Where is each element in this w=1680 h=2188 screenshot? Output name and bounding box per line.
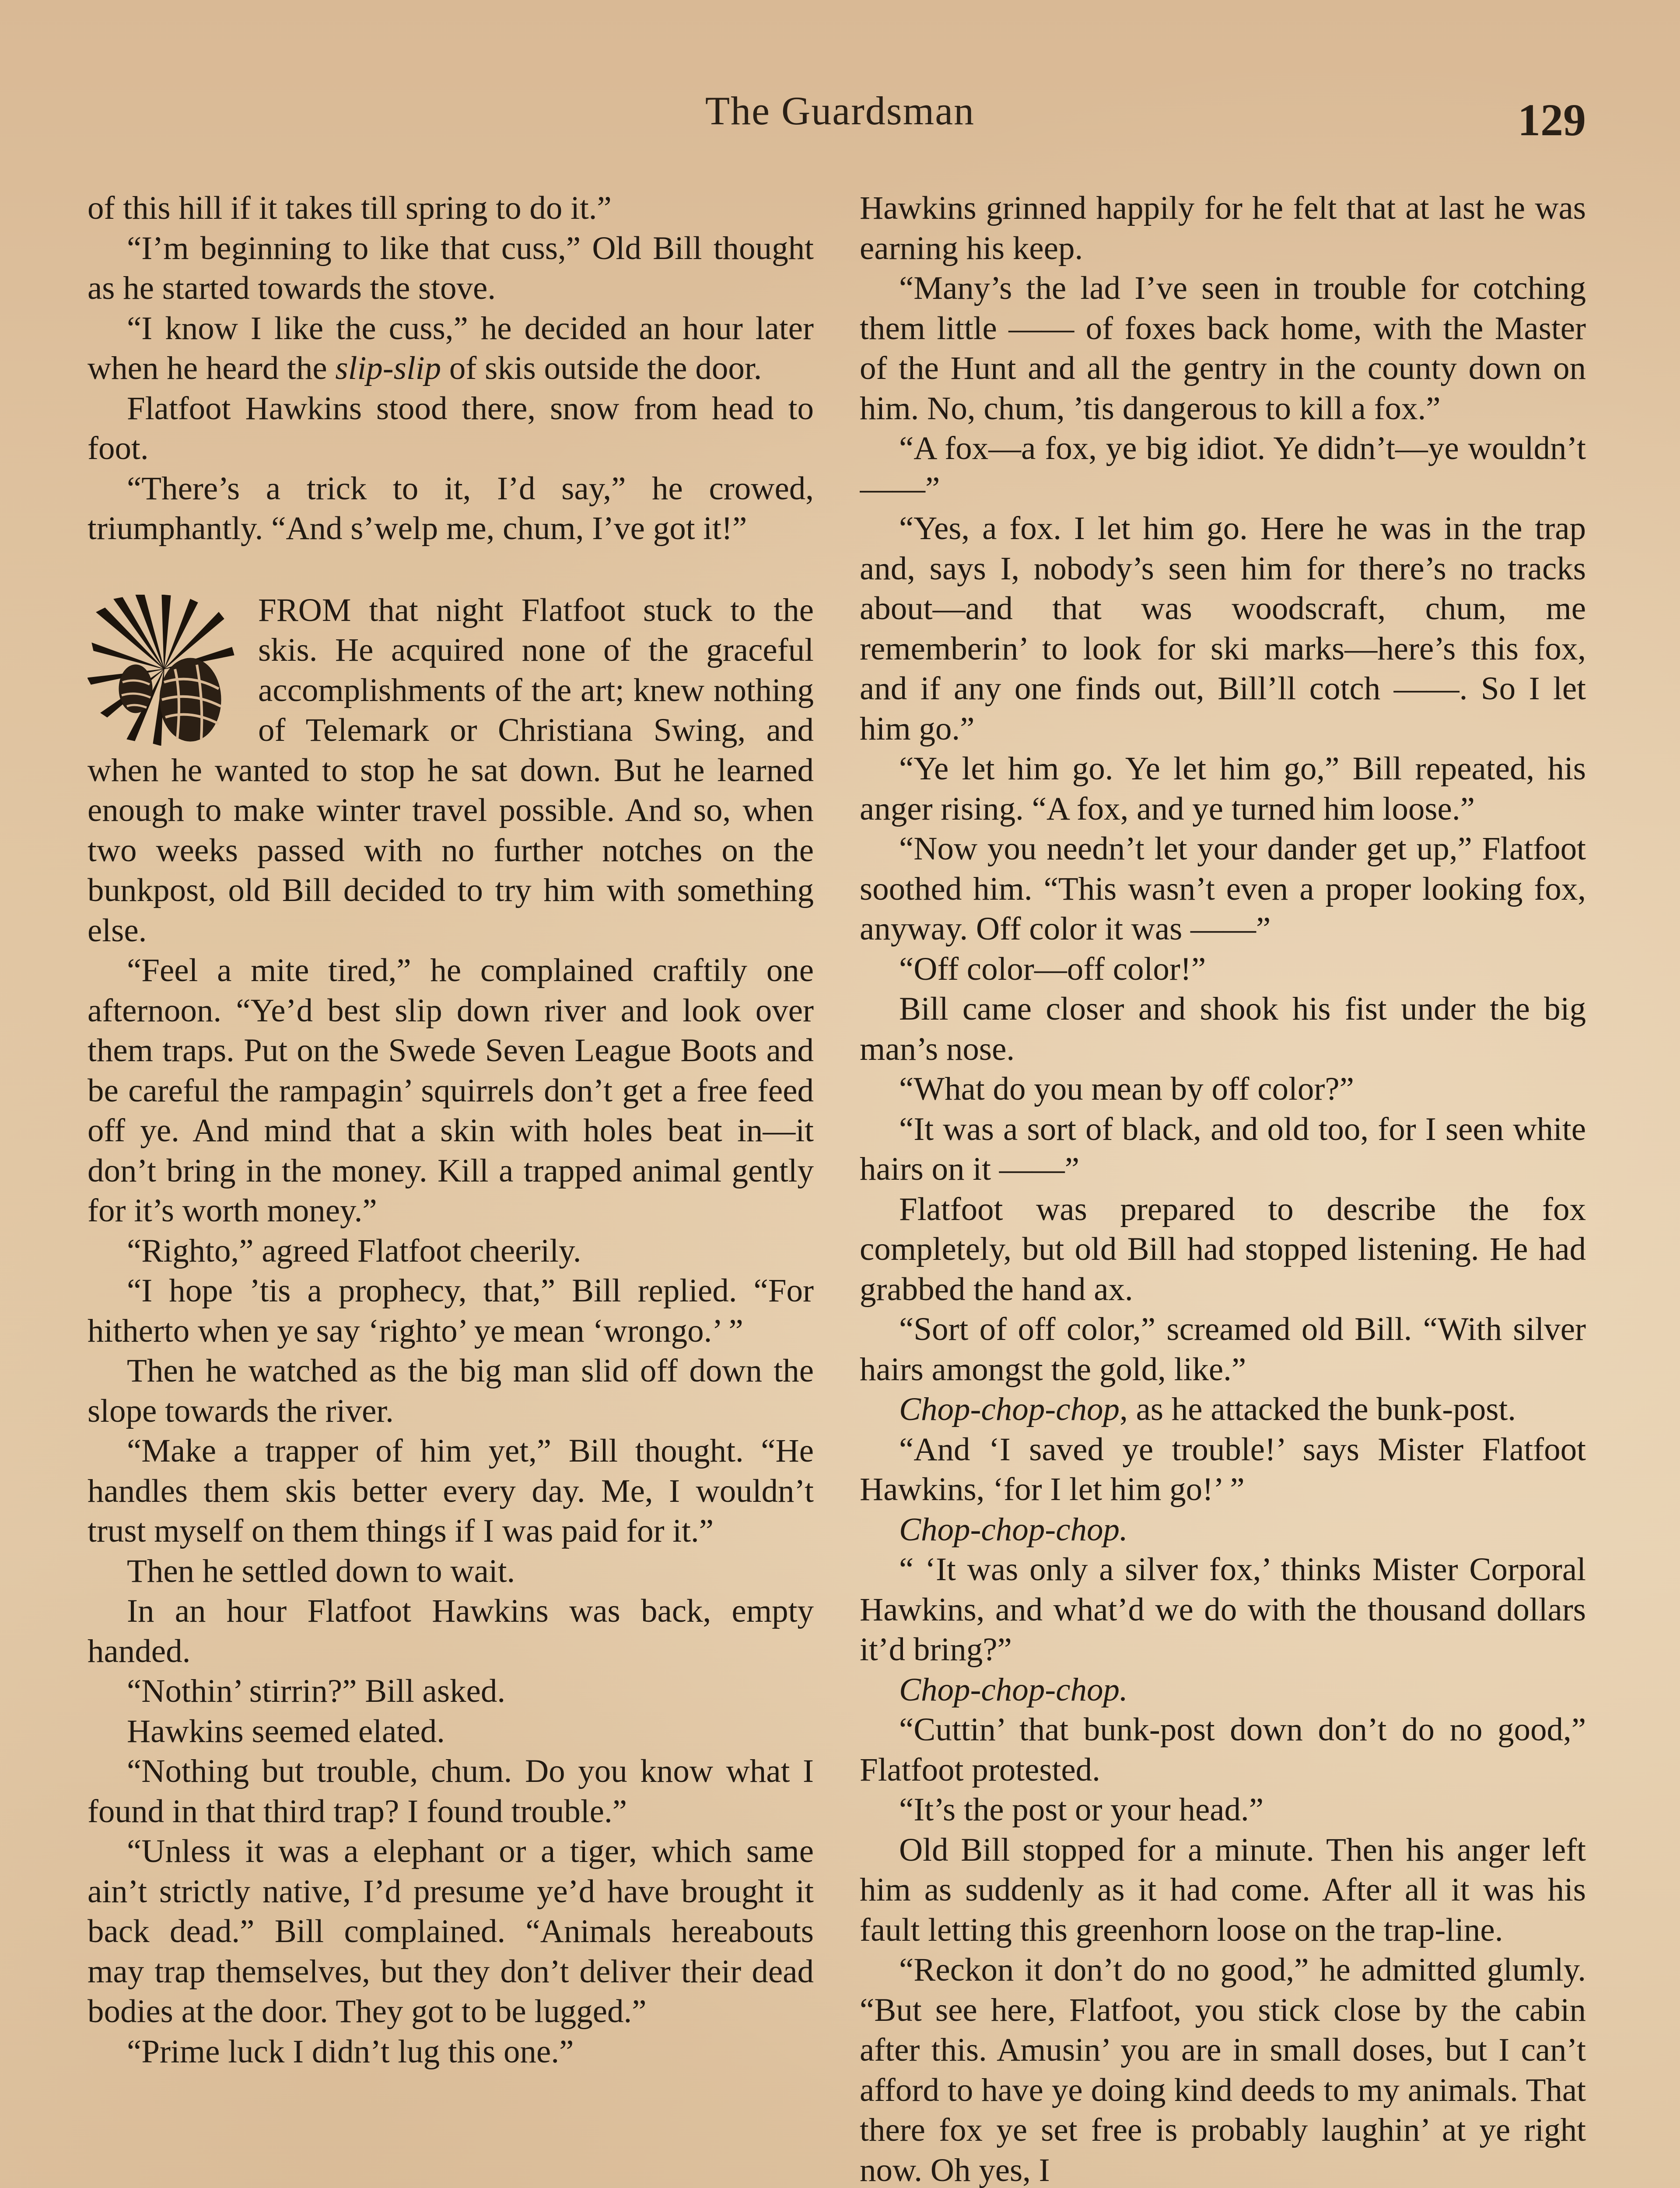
paragraph: “Sort of off color,” screamed old Bill. “With silver hairs amongst the gold, like.”: [860, 1311, 1586, 1388]
paragraph: “What do you mean by off color?”: [899, 1071, 1354, 1107]
paragraph: Flatfoot was prepared to describe the fox completely, but old Bill had stopped listening. He had grabbed the hand ax.: [860, 1191, 1586, 1308]
paragraph: “And ‘I saved ye trouble!’ says Mister Flatfoot Hawkins, ‘for I let him go!’ ”: [860, 1431, 1586, 1508]
paragraph: In an hour Flatfoot Hawkins was back, empty handed.: [88, 1593, 814, 1669]
paragraph: Old Bill stopped for a minute. Then his anger left him as suddenly as it had come. After all it was his fault letting this greenhorn loose on the trap-line.: [860, 1831, 1586, 1948]
paragraph: “Feel a mite tired,” he complained craftily one afternoon. “Ye’d best slip down river and look over them traps. Put on the Swede Seven League Boots and be careful the rampagin’ squirrels don’t get a free feed off ye. And mind that a skin with holes beat in—it don’t bring in the money. Kill a trapped animal gently for it’s worth money.”: [88, 952, 814, 1229]
paragraph: “Ye let him go. Ye let him go,” Bill repeated, his anger rising. “A fox, and ye turned him loose.”: [860, 750, 1586, 827]
paragraph: “There’s a trick to it, I’d say,” he crowed, triumphantly. “And s’welp me, chum, I’ve got it!”: [88, 470, 814, 547]
paragraph: Then he settled down to wait.: [127, 1553, 515, 1589]
paragraph: “Now you needn’t let your dander get up,” Flatfoot soothed him. “This wasn’t even a proper looking fox, anyway. Off color it was ——”: [860, 831, 1586, 947]
paragraph: “Reckon it don’t do no good,” he admitted glumly. “But see here, Flatfoot, you stick close by the cabin after this. Amusin’ you are in small doses, but I can’t afford to have ye doing kind deeds to my animals. That there fox ye set free is probably laughin’ at ye right now. Oh yes, I: [860, 1952, 1586, 2188]
paragraph: “Righto,” agreed Flatfoot cheerily.: [127, 1232, 581, 1269]
section-break: [88, 549, 814, 590]
paragraph: FROM that night Flatfoot stuck to the skis. He acquired none of the graceful accomplishments of the art; knew nothing of Telemark or Christiana Swing, and when he wanted to stop he sat down. But he learned enough to make winter travel possible. And so, when two weeks passed with no further notches on the bunkpost, old Bill decided to try him with something else.: [88, 592, 814, 949]
running-title: The Guardsman: [705, 88, 975, 133]
pine-cone-ornament-icon: [88, 595, 241, 746]
paragraph: Hawkins grinned happily for he felt that at last he was earning his keep.: [860, 190, 1586, 266]
paragraph: “I know I like the cuss,” he decided an hour later when he heard the slip-slip of skis outside the door.: [88, 310, 814, 386]
paragraph: “Nothin’ stirrin?” Bill asked.: [127, 1673, 506, 1709]
paragraph: “Off color—off color!”: [899, 950, 1206, 987]
paragraph: “I’m beginning to like that cuss,” Old Bill thought as he started towards the stove.: [88, 230, 814, 306]
paragraph: “Many’s the lad I’ve seen in trouble for cotching them little —— of foxes back home, with the Master of the Hunt and all the gentry in the county down on him. No, chum, ’tis dangerous to kill a fox.”: [860, 270, 1586, 427]
paragraph: “ ‘It was only a silver fox,’ thinks Mister Corporal Hawkins, and what’d we do with the thousand dollars it’d bring?”: [860, 1551, 1586, 1668]
paragraph: Flatfoot Hawkins stood there, snow from head to foot.: [88, 390, 814, 466]
paragraph: Hawkins seemed elated.: [127, 1713, 445, 1750]
paragraph: “A fox—a fox, ye big idiot. Ye didn’t—ye wouldn’t ——”: [860, 430, 1586, 507]
paragraph: “It was a sort of black, and old too, for I seen white hairs on it ——”: [860, 1111, 1586, 1187]
paragraph: Bill came closer and shook his fist under the big man’s nose.: [860, 991, 1586, 1067]
page-number: 129: [1518, 95, 1586, 145]
paragraph: “Yes, a fox. I let him go. Here he was in the trap and, says I, nobody’s seen him for there’s no tracks about—and that was woodscraft, chum, me rememberin’ to look for ski marks—here’s this fox, and if any one finds out, Bill’ll cotch ——. So I let him go.”: [860, 510, 1586, 747]
paragraph: “Cuttin’ that bunk-post down don’t do no good,” Flatfoot protested.: [860, 1711, 1586, 1788]
paragraph: Chop-chop-chop, as he attacked the bunk-post.: [899, 1391, 1516, 1427]
paragraph: “I hope ’tis a prophecy, that,” Bill replied. “For hitherto when ye say ‘righto’ ye mean ‘wrongo.’ ”: [88, 1273, 814, 1349]
paragraph: “Make a trapper of him yet,” Bill thought. “He handles them skis better every day. Me, I wouldn’t trust myself on them things if I was paid for it.”: [88, 1433, 814, 1549]
left-column: [88, 188, 814, 2188]
paragraph: of this hill if it takes till spring to do it.”: [88, 190, 612, 226]
paragraph: Then he watched as the big man slid off down the slope towards the river.: [88, 1353, 814, 1429]
right-column: [860, 188, 1586, 2188]
paragraph: “Nothing but trouble, chum. Do you know what I found in that third trap? I found trouble.”: [88, 1753, 814, 1830]
paragraph: “Unless it was a elephant or a tiger, which same ain’t strictly native, I’d presume ye’d have brought it back dead.” Bill complained. “Animals hereabouts may trap themselves, but they don’t deliver their dead bodies at the door. They got to be lugged.”: [88, 1833, 814, 2030]
paragraph: Chop-chop-chop.: [899, 1511, 1128, 1548]
paragraph: “It’s the post or your head.”: [899, 1792, 1264, 1828]
paragraph: Chop-chop-chop.: [899, 1671, 1128, 1708]
paragraph: “Prime luck I didn’t lug this one.”: [127, 2033, 574, 2070]
